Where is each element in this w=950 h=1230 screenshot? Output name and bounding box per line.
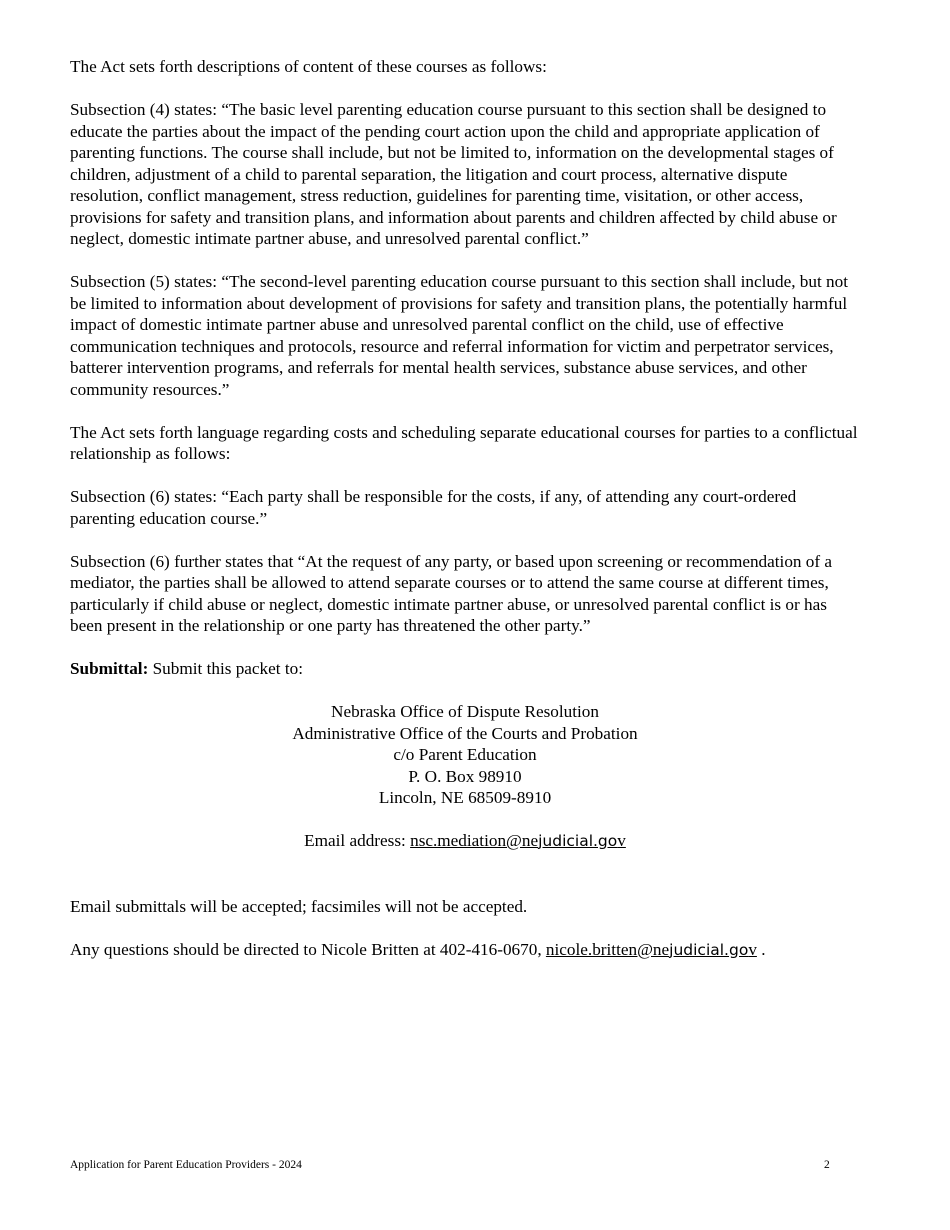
contact-email-part-2: judicial.go: [669, 940, 749, 959]
footer-title: Application for Parent Education Providers - 2024: [70, 1159, 302, 1171]
mailing-address: [70, 701, 860, 809]
mediation-email-part-1: nsc.mediation@ne: [410, 831, 539, 850]
submittal-text: Submit this packet to:: [148, 659, 303, 678]
submittals-note: Email submittals will be accepted; facsimiles will not be accepted.: [70, 896, 528, 916]
email-label: Email address:: [304, 831, 411, 850]
subsection-6-paragraph: Subsection (6) states: “Each party shall be responsible for the costs, if any, of attending any court-ordered parenting education course.”: [70, 487, 797, 528]
costs-intro-paragraph: The Act sets forth language regarding costs and scheduling separate educational courses for parties to a conflictual relationship as follows:: [70, 422, 858, 463]
submittal-label: Submittal:: [70, 659, 149, 678]
address-line-4: P. O. Box 98910: [408, 766, 522, 786]
address-line-1: Nebraska Office of Dispute Resolution: [331, 702, 599, 721]
contact-email-link[interactable]: [546, 940, 757, 959]
mediation-email-part-2: judicial.go: [538, 832, 618, 850]
footer-page-number: 2: [824, 1159, 830, 1171]
document-body: [70, 56, 860, 983]
contact-email-part-1: nicole.britten@ne: [545, 939, 670, 959]
address-line-5: Lincoln, NE 68509-8910: [378, 788, 552, 807]
subsection-5-paragraph: Subsection (5) states: “The second-level parenting education course pursuant to this section shall include, but not be limited to information about development of provisions for safety and transition plans, the potentially harmful impact of domestic intimate partner abuse and unresolved parental conflict on the child, use of effective communication techniques and protocols, resource and referral information for victim and perpetrator services, batterer intervention programs, and referrals for mental health services, substance abuse services, and other community resources.”: [70, 272, 849, 399]
subsection-6-further-paragraph: Subsection (6) further states that “At the request of any party, or based upon screening or recommendation of a mediator, the parties shall be allowed to attend separate courses or to attend the same course at different times, particularly if child abuse or neglect, domestic intimate partner abuse, or unresolved parental conflict is or has been present in the relationship or one party has threatened the other party.”: [70, 551, 833, 635]
submittal-paragraph: [70, 658, 860, 680]
contact-email-part-3: v: [748, 939, 757, 959]
address-line-2: Administrative Office of the Courts and Probation: [292, 723, 638, 743]
questions-paragraph: [70, 939, 860, 962]
questions-prefix: Any questions should be directed to Nicole Britten at 402-416-0670,: [70, 939, 546, 959]
subsection-4-paragraph: Subsection (4) states: “The basic level parenting education course pursuant to this section shall be designed to educate the parties about the impact of the pending court action upon the child and appropriate application of parenting functions. The course shall include, but not be limited to, information on the developmental stages of children, adjustment of a child to parental separation, the litigation and court process, alternative dispute resolution, conflict management, stress reduction, guidelines for parenting time, visitation, or other access, provisions for safety and transition plans, and information about parents and children affected by child abuse or neglect, domestic intimate partner abuse, and unresolved parental conflict.”: [70, 100, 837, 248]
email-address-line: [70, 830, 860, 853]
mediation-email-link[interactable]: [410, 831, 626, 850]
questions-suffix: .: [756, 939, 766, 959]
address-line-3: c/o Parent Education: [393, 745, 537, 764]
intro-paragraph: The Act sets forth descriptions of content of these courses as follows:: [70, 57, 547, 76]
mediation-email-part-3: v: [617, 831, 626, 850]
